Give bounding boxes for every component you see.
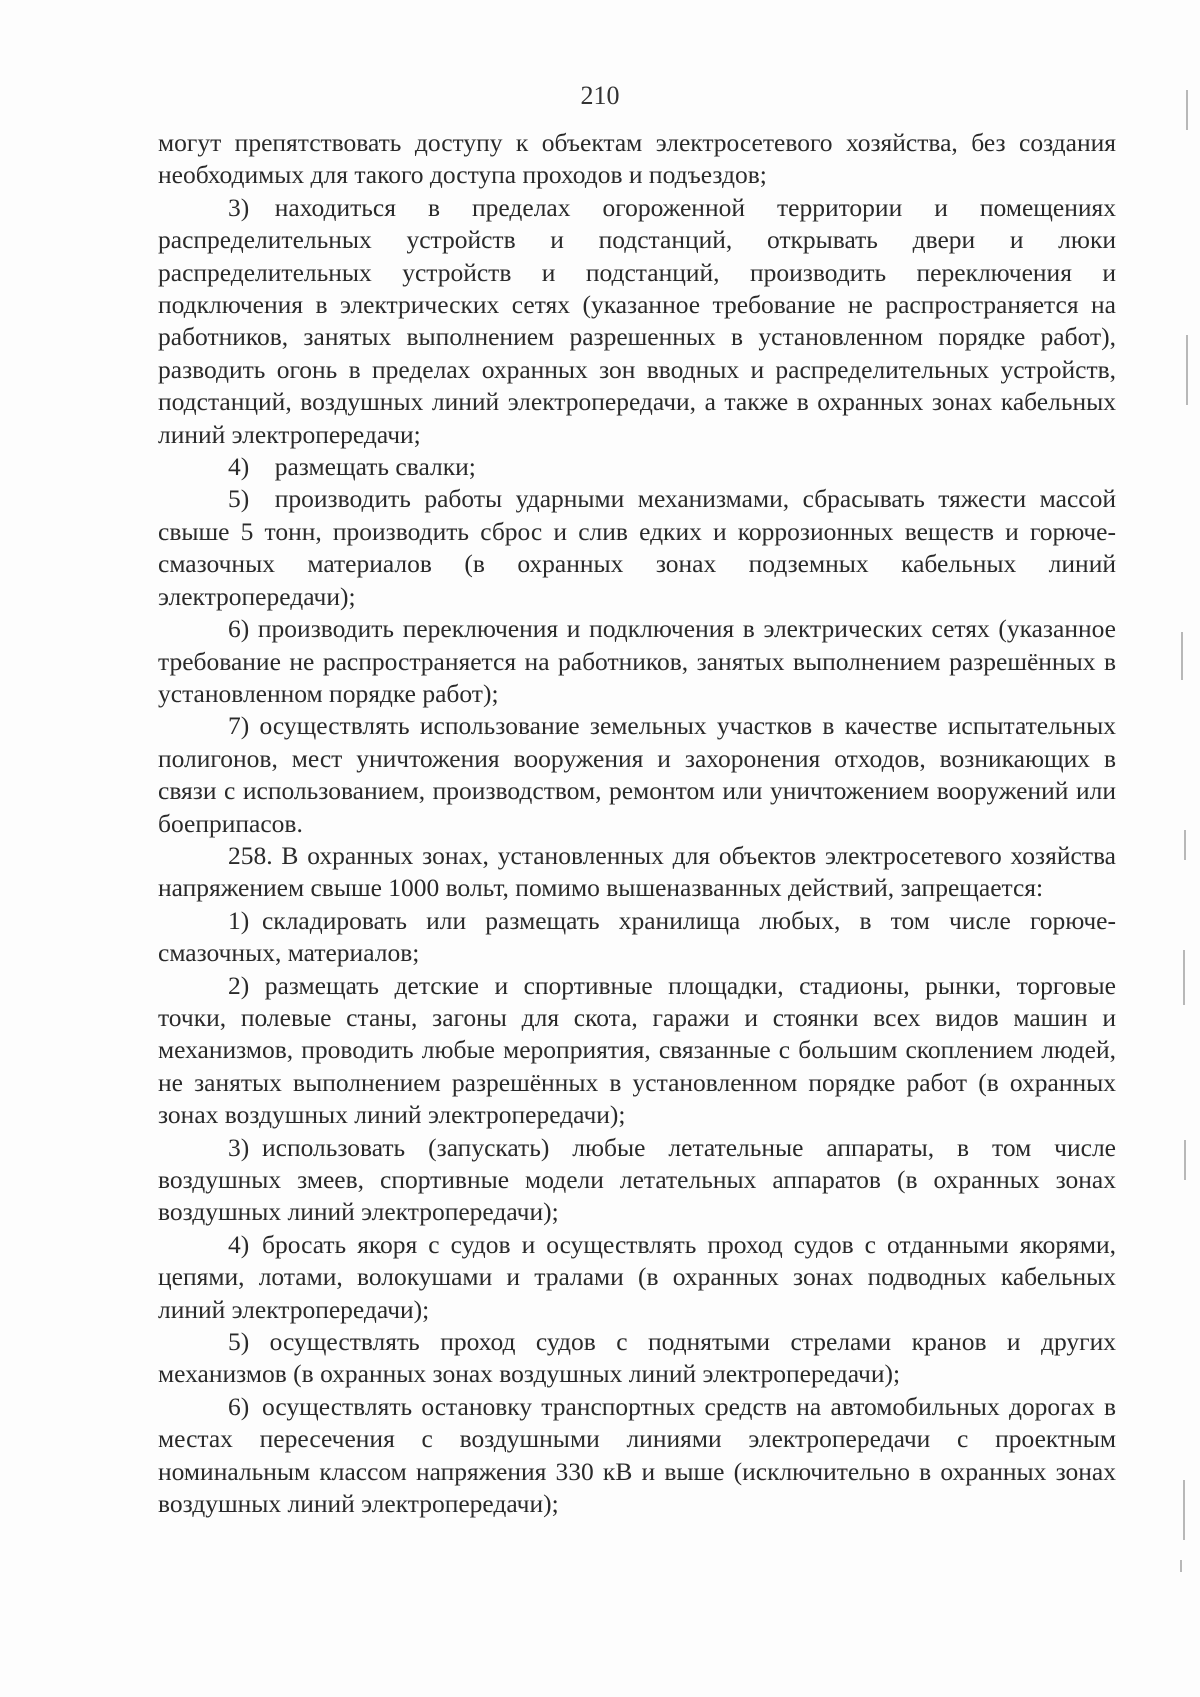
list-item-4: 4) размещать свалки; — [228, 452, 476, 482]
list-item-5: 5) производить работы ударными механизмами, сбрасывать тяжести массой свыше 5 тонн, производить сброс и слив едких и коррозионных веществ и горюче-смазочных материалов (в охранных зонах подземных кабельных линий электропередачи); — [158, 484, 1116, 611]
scan-edge-mark — [1183, 1480, 1185, 1540]
list-item-3: 3) находиться в пределах огороженной территории и помещениях распределительных устройств и подстанций, открывать двери и люки распределительных устройств и подстанций, производить переключения и подключения в электрических сетях (указанное требование не распространяется на работников, занятых выполнением разрешенных в установленном порядке работ), разводить огонь в пределах охранных зон вводных и распределительных устройств, подстанций, воздушных линий электропередачи, а также в охранных зонах кабельных линий электропередачи; — [158, 192, 1116, 449]
scan-edge-mark — [1184, 1140, 1186, 1180]
list-item-7: 7) осуществлять использование земельных участков в качестве испытательных полигонов, мест уничтожения вооружения и захоронения отходов, возникающих в связи с использованием, производством, ремонтом или уничтожением вооружений или боеприпасов. — [158, 711, 1116, 838]
clause-258-item-5: 5) осуществлять проход судов с поднятыми стрелами кранов и других механизмов (в охранных зонах воздушных линий электропередачи); — [158, 1327, 1116, 1389]
scan-edge-mark — [1181, 632, 1183, 680]
list-item-6: 6) производить переключения и подключения в электрических сетях (указанное требование не распространяется на работников, занятых выполнением разрешённых в установленном порядке работ); — [158, 614, 1116, 708]
paragraph-continuation: могут препятствовать доступу к объектам электросетевого хозяйства, без создания необходимых для такого доступа проходов и подъездов; — [158, 128, 1116, 190]
clause-258-item-1: 1) складировать или размещать хранилища любых, в том числе горюче-смазочных, материалов; — [158, 905, 1116, 968]
clause-258-item-4: 4) бросать якоря с судов и осуществлять проход судов с отданными якорями, цепями, лотами, волокушами и тралами (в охранных зонах подводных кабельных линий электропередачи); — [158, 1229, 1116, 1324]
scan-edge-mark — [1186, 335, 1188, 405]
clause-258-item-3: 3) использовать (запускать) любые летательные аппараты, в том числе воздушных змеев, спортивные модели летательных аппаратов (в охранных зонах воздушных линий электропередачи); — [158, 1132, 1116, 1227]
scan-edge-mark — [1184, 830, 1186, 860]
clause-258-item-2: 2) размещать детские и спортивные площадки, стадионы, рынки, торговые точки, полевые станы, загоны для скота, гаражи и стоянки всех видов машин и механизмов, проводить любые мероприятия, связанные с большим скоплением людей, не занятых выполнением разрешённых в установленном порядке работ (в охранных зонах воздушных линий электропередачи); — [158, 970, 1116, 1130]
scan-edge-mark — [1180, 1560, 1182, 1572]
scan-edge-mark — [1186, 90, 1188, 130]
scan-edge-mark — [1183, 950, 1185, 1005]
clause-258: 258. В охранных зонах, установленных для объектов электросетевого хозяйства напряжением свыше 1000 вольт, помимо вышеназванных действий, запрещается: — [158, 840, 1116, 903]
clause-258-item-6: 6) осуществлять остановку транспортных средств на автомобильных дорогах в местах пересечения с воздушными линиями электропередачи с проектным номинальным классом напряжения 330 кВ и выше (исключительно в охранных зонах воздушных линий электропередачи); — [158, 1391, 1116, 1519]
page-number: 210 — [580, 81, 620, 110]
document-body — [158, 127, 1116, 1520]
